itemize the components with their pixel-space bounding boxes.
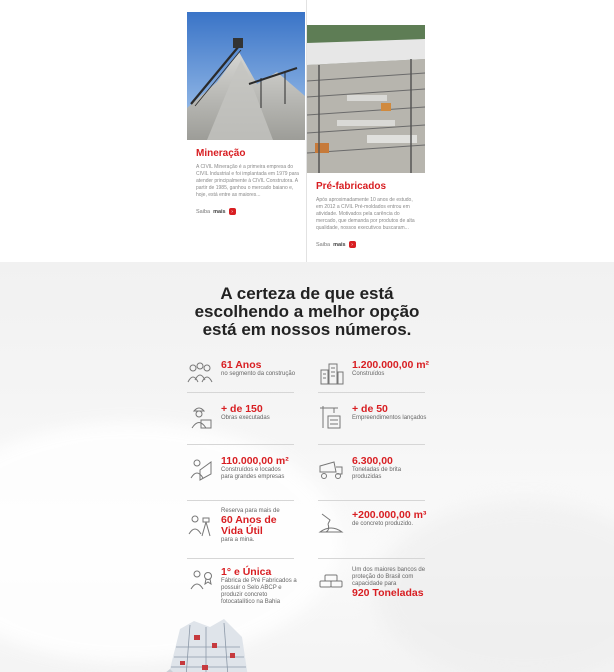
- stat-desc: Construídos e locados para grandes empresas: [221, 467, 285, 480]
- cement-bags-icon: [318, 567, 344, 593]
- stat-value: 110.000,00 m²: [221, 455, 289, 467]
- link-bold: mais: [213, 208, 226, 215]
- mining-conveyor-photo: [187, 12, 305, 140]
- stat-desc: Empreendimentos lançados: [352, 415, 427, 421]
- stat-desc: Obras executadas: [221, 415, 270, 421]
- stat-pre: Um dos maiores bancos de proteção do Brasil com capacidade para: [352, 567, 426, 587]
- headline-line: está em nossos números.: [202, 320, 412, 339]
- card-title: Pré-fabricados: [316, 181, 387, 192]
- headline-line: A certeza de que está: [220, 284, 394, 303]
- stat-desc: Toneladas de brita produzidas: [352, 467, 402, 480]
- link-prefix: Saiba: [196, 208, 211, 215]
- stat-value: 1.200.000,00 m²: [352, 359, 430, 371]
- handshake-plan-icon: [187, 456, 213, 482]
- card-description: Após aproximadamente 10 anos de estudo, em 2012 a CIVIL Pré-moldados entrou em atividade. Motivados pela carência do mercado, que demanda por produtos de alta qualidade, nossos executivos buscaram...: [316, 197, 415, 231]
- business-cards-section: [0, 0, 614, 262]
- stat-value: +200.000,00 m³: [352, 509, 427, 521]
- link-bold: mais: [333, 241, 346, 248]
- card-title: Mineração: [196, 148, 246, 159]
- stat-divider: [318, 500, 425, 501]
- saiba-mais-link[interactable]: [316, 241, 425, 248]
- stat-value: 61 Anos: [221, 359, 262, 371]
- stat-desc: Fábrica de Pré Fabricados a possuir o Selo ABCP e produzir concreto fotocatalítico na Bahia: [221, 578, 297, 605]
- numbers-headline: [0, 285, 614, 339]
- stat-desc: Construídos: [352, 371, 385, 377]
- arrow-right-icon: ›: [349, 241, 356, 248]
- concrete-pour-icon: [318, 510, 344, 536]
- stat-value: + de 150: [221, 403, 263, 415]
- stat-divider: [318, 558, 425, 559]
- stat-divider: [187, 558, 294, 559]
- worker-seal-icon: [187, 567, 213, 593]
- crane-building-icon: [318, 404, 344, 430]
- surveyor-icon: [187, 512, 213, 538]
- stat-desc: para a mina.: [221, 537, 255, 543]
- engineer-blueprint-icon: [187, 404, 213, 430]
- card-mineracao[interactable]: [187, 12, 305, 215]
- dump-truck-icon: [318, 456, 344, 482]
- stat-value: 6.300,00: [352, 455, 393, 467]
- precast-factory-photo: [307, 25, 425, 173]
- stat-divider: [187, 500, 294, 501]
- buildings-icon: [318, 360, 344, 386]
- card-pre-fabricados[interactable]: [307, 25, 425, 248]
- arrow-right-icon: ›: [229, 208, 236, 215]
- numbers-section: [0, 262, 614, 672]
- building-under-construction-image: [150, 617, 270, 672]
- stat-value: 920 Toneladas: [352, 587, 424, 599]
- stat-divider: [318, 392, 425, 393]
- stat-value: + de 50: [352, 403, 388, 415]
- card-description: A CIVIL Mineração é a primeira empresa do CIVIL Industrial e foi implantada em 1979 para atender principalmente à CIVIL Construtora. A partir de 1985, ganhou o mercado baiano e, hoje, está entre as maiores...: [196, 164, 299, 198]
- headline-line: escolhendo a melhor opção: [194, 302, 420, 321]
- workers-icon: [187, 360, 213, 386]
- stat-pre: Reserva para mais de: [221, 508, 280, 514]
- stat-desc: no segmento da construção: [221, 371, 296, 377]
- stat-divider: [187, 444, 294, 445]
- stat-desc: de concreto produzido.: [352, 521, 414, 527]
- stat-divider: [318, 444, 425, 445]
- saiba-mais-link[interactable]: [196, 208, 305, 215]
- stat-value: 60 Anos de Vida Útil: [221, 514, 277, 537]
- stat-value: 1° e Única: [221, 566, 272, 578]
- stat-divider: [187, 392, 294, 393]
- link-prefix: Saiba: [316, 241, 331, 248]
